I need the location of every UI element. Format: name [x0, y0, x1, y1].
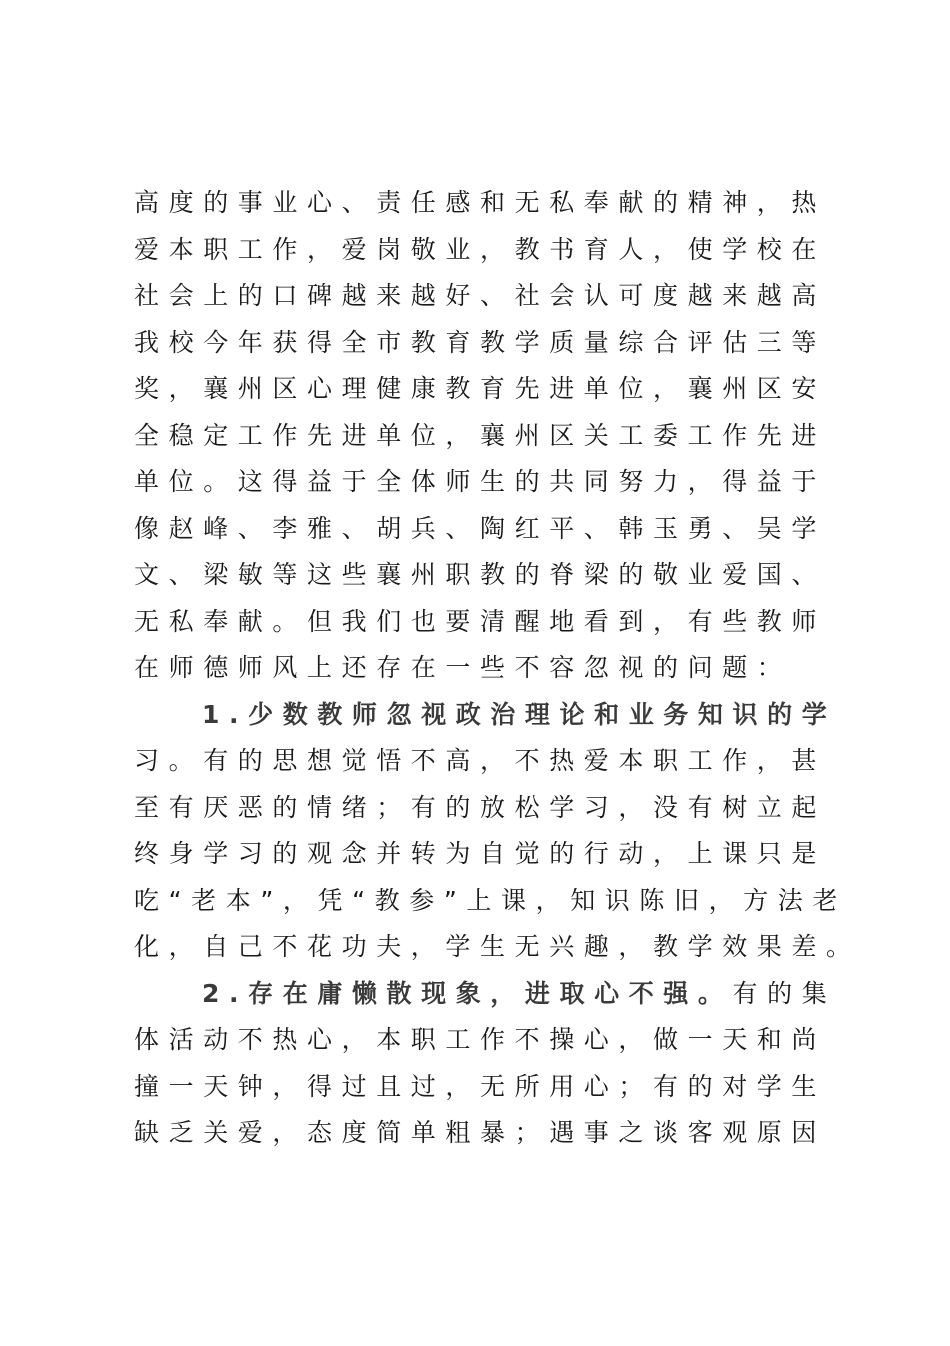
text-line: 爱本职工作，爱岗敬业，教书育人，使学校在: [134, 234, 827, 264]
text-line: 像赵峰、李雅、胡兵、陶红平、韩玉勇、吴学: [134, 513, 827, 543]
text-line: 化，自己不花功夫，学生无兴趣，教学效果差。: [134, 932, 861, 961]
text-line: 单位。这得益于全体师生的共同努力，得益于: [134, 467, 827, 496]
text-line: 终身学习的观念并转为自觉的行动，上课只是: [134, 839, 827, 868]
text-line: 缺乏关爱，态度简单粗暴；遇事之谈客观原因: [134, 1118, 827, 1147]
text-line: 至有厌恶的情绪；有的放松学习，没有树立起: [134, 792, 827, 822]
text-line: 高度的事业心、责任感和无私奉献的精神，热: [134, 188, 827, 217]
text-line: 全稳定工作先进单位，襄州区关工委工作先进: [134, 420, 827, 450]
text-line: 在师德师风上还存在一些不容忽视的问题：: [134, 653, 792, 682]
point-2-heading-tail: 有的集: [732, 978, 837, 1008]
point-1-heading: 1.少数教师忽视政治理论和业务知识的学: [202, 699, 837, 729]
point-2-heading: 2.存在庸懒散现象，进取心不强。: [202, 978, 733, 1008]
text-line: 我校今年获得全市教育教学质量综合评估三等: [134, 327, 827, 357]
text-line: 文、梁敏等这些襄州职教的脊梁的敬业爱国、: [134, 560, 827, 589]
text-line: 习。有的思想觉悟不高，不热爱本职工作，甚: [134, 746, 827, 775]
text-line: 撞一天钟，得过且过，无所用心；有的对学生: [134, 1071, 827, 1101]
text-line: 吃“老本”，凭“教参”上课，知识陈旧，方法老: [134, 885, 848, 915]
text-line: 无私奉献。但我们也要清醒地看到，有些教师: [134, 606, 827, 636]
text-line: 体活动不热心，本职工作不操心，做一天和尚: [134, 1025, 827, 1054]
text-line: 社会上的口碑越来越好、社会认可度越来越高: [134, 281, 827, 310]
text-line: 奖，襄州区心理健康教育先进单位，襄州区安: [134, 374, 827, 403]
point-2-heading-line: [134, 971, 837, 1018]
body-text: [134, 180, 861, 1157]
